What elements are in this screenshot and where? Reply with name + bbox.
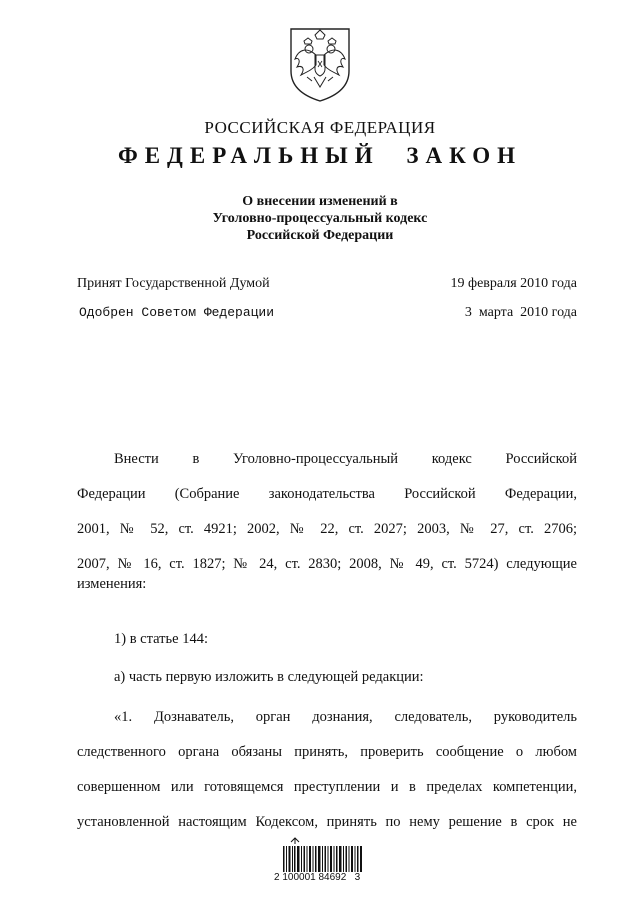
law-subject-line: Российской Федерации xyxy=(246,228,394,243)
amendment-item-1a: а) часть первую изложить в следующей редакции: xyxy=(114,669,424,685)
body-line: изменения: xyxy=(77,576,147,592)
quote-line: «1. Дознаватель, орган дознания, следователь, руководитель xyxy=(114,709,577,725)
quoted-text xyxy=(77,700,577,840)
quote-line: установленной настоящим Кодексом, принять по нему решение в срок не xyxy=(77,814,577,830)
law-type-title: ФЕДЕРАЛЬНЫЙ ЗАКОН xyxy=(117,143,523,168)
council-approval-label: Одобрен Советом Федерации xyxy=(79,305,275,320)
body-line: 2007, № 16, ст. 1827; № 24, ст. 2830; 2008, № 49, ст. 5724) следующие xyxy=(77,556,577,572)
duma-adoption-label: Принят Государственной Думой xyxy=(77,276,270,291)
law-subject xyxy=(0,193,640,244)
duma-adoption-date: 19 февраля 2010 года xyxy=(450,276,577,291)
law-body-paragraph xyxy=(77,442,577,594)
barcode-number: 2 100001 84692 3 xyxy=(274,872,361,883)
country-name: РОССИЙСКАЯ ФЕДЕРАЦИЯ xyxy=(204,118,436,137)
council-approval-date: 3 марта 2010 года xyxy=(464,305,577,320)
amendment-item-1: 1) в статье 144: xyxy=(114,631,208,647)
body-line: Федерации (Собрание законодательства Российской Федерации, xyxy=(77,486,577,502)
body-line: Внести в Уголовно-процессуальный кодекс Российской xyxy=(114,451,577,467)
law-subject-line: О внесении изменений в xyxy=(242,194,398,209)
barcode xyxy=(283,836,363,872)
quote-line: совершенном или готовящемся преступлении и в пределах компетенции, xyxy=(77,779,577,795)
law-subject-line: Уголовно-процессуальный кодекс xyxy=(212,211,428,226)
coat-of-arms-emblem xyxy=(285,25,355,103)
quote-line: следственного органа обязаны принять, проверить сообщение о любом xyxy=(77,744,577,760)
body-line: 2001, № 52, ст. 4921; 2002, № 22, ст. 2027; 2003, № 27, ст. 2706; xyxy=(77,521,577,537)
